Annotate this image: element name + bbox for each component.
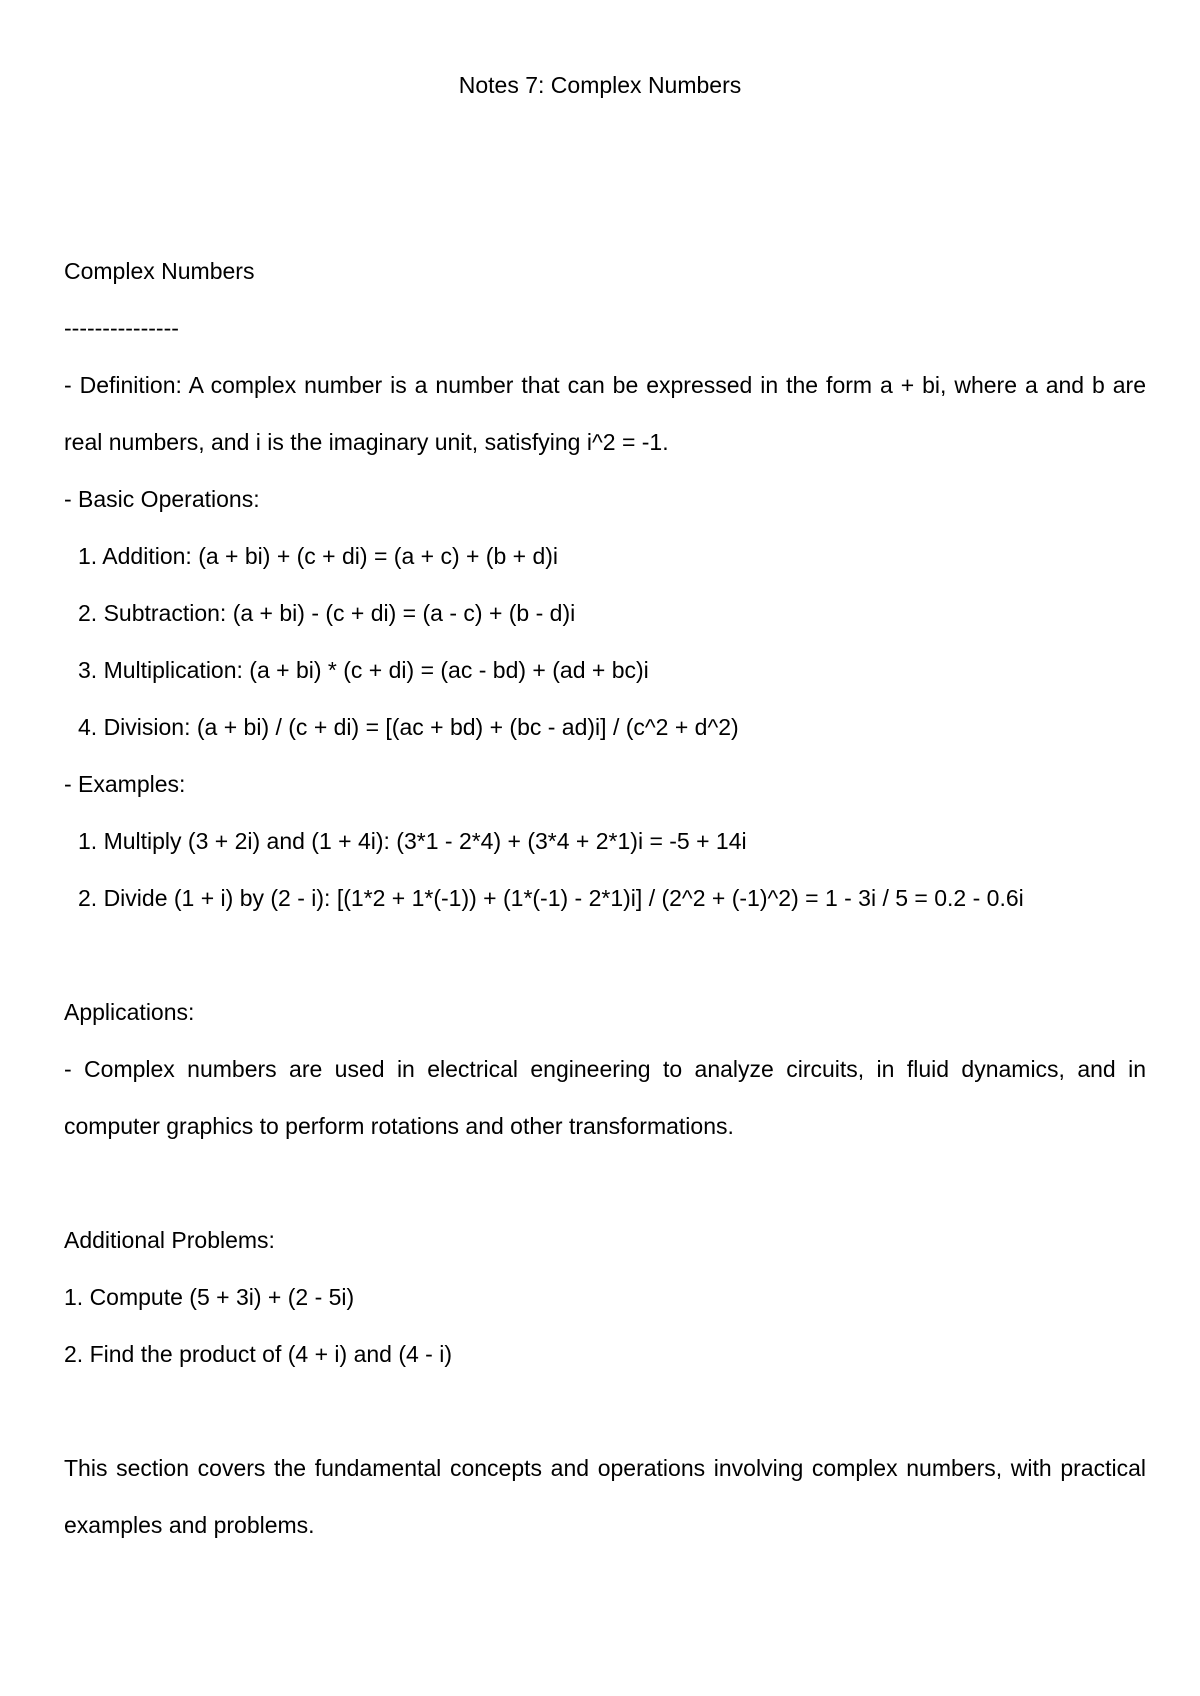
example-item: 2. Divide (1 + i) by (2 - i): [(1*2 + 1*(-1)) + (1*(-1) - 2*1)i] / (2^2 + (-1)^2) = 1 - 3i / 5 = 0.2 - 0.6i	[78, 885, 1024, 911]
example-item: 1. Multiply (3 + 2i) and (1 + 4i): (3*1 - 2*4) + (3*4 + 2*1)i = -5 + 14i	[78, 828, 747, 854]
spacer	[64, 1155, 1146, 1212]
page-title: Notes 7: Complex Numbers	[458, 72, 742, 98]
operation-item: 4. Division: (a + bi) / (c + di) = [(ac + bd) + (bc - ad)i] / (c^2 + d^2)	[78, 714, 739, 740]
definition-paragraph: - Definition: A complex number is a number that can be expressed in the form a + bi, where a and b are real numbers, and i is the imaginary unit, satisfying i^2 = -1.	[64, 372, 1146, 455]
problem-item: 1. Compute (5 + 3i) + (2 - 5i)	[64, 1284, 355, 1310]
operation-item: 2. Subtraction: (a + bi) - (c + di) = (a - c) + (b - d)i	[78, 600, 576, 626]
additional-problems-heading: Additional Problems:	[64, 1227, 275, 1253]
applications-paragraph: - Complex numbers are used in electrical engineering to analyze circuits, in fluid dynamics, and in computer graphics to perform rotations and other transformations.	[64, 1056, 1146, 1139]
spacer	[64, 927, 1146, 984]
spacer	[64, 1383, 1146, 1440]
document-body	[64, 243, 1146, 1554]
basic-operations-heading: - Basic Operations:	[64, 486, 260, 512]
summary-paragraph: This section covers the fundamental concepts and operations involving complex numbers, with practical examples and problems.	[64, 1455, 1146, 1538]
section-heading: Complex Numbers	[64, 258, 255, 284]
section-rule: ---------------	[64, 315, 179, 341]
examples-heading: - Examples:	[64, 771, 186, 797]
applications-heading: Applications:	[64, 999, 195, 1025]
problem-item: 2. Find the product of (4 + i) and (4 - i)	[64, 1341, 452, 1367]
operation-item: 3. Multiplication: (a + bi) * (c + di) = (ac - bd) + (ad + bc)i	[78, 657, 649, 683]
operation-item: 1. Addition: (a + bi) + (c + di) = (a + c) + (b + d)i	[78, 543, 559, 569]
